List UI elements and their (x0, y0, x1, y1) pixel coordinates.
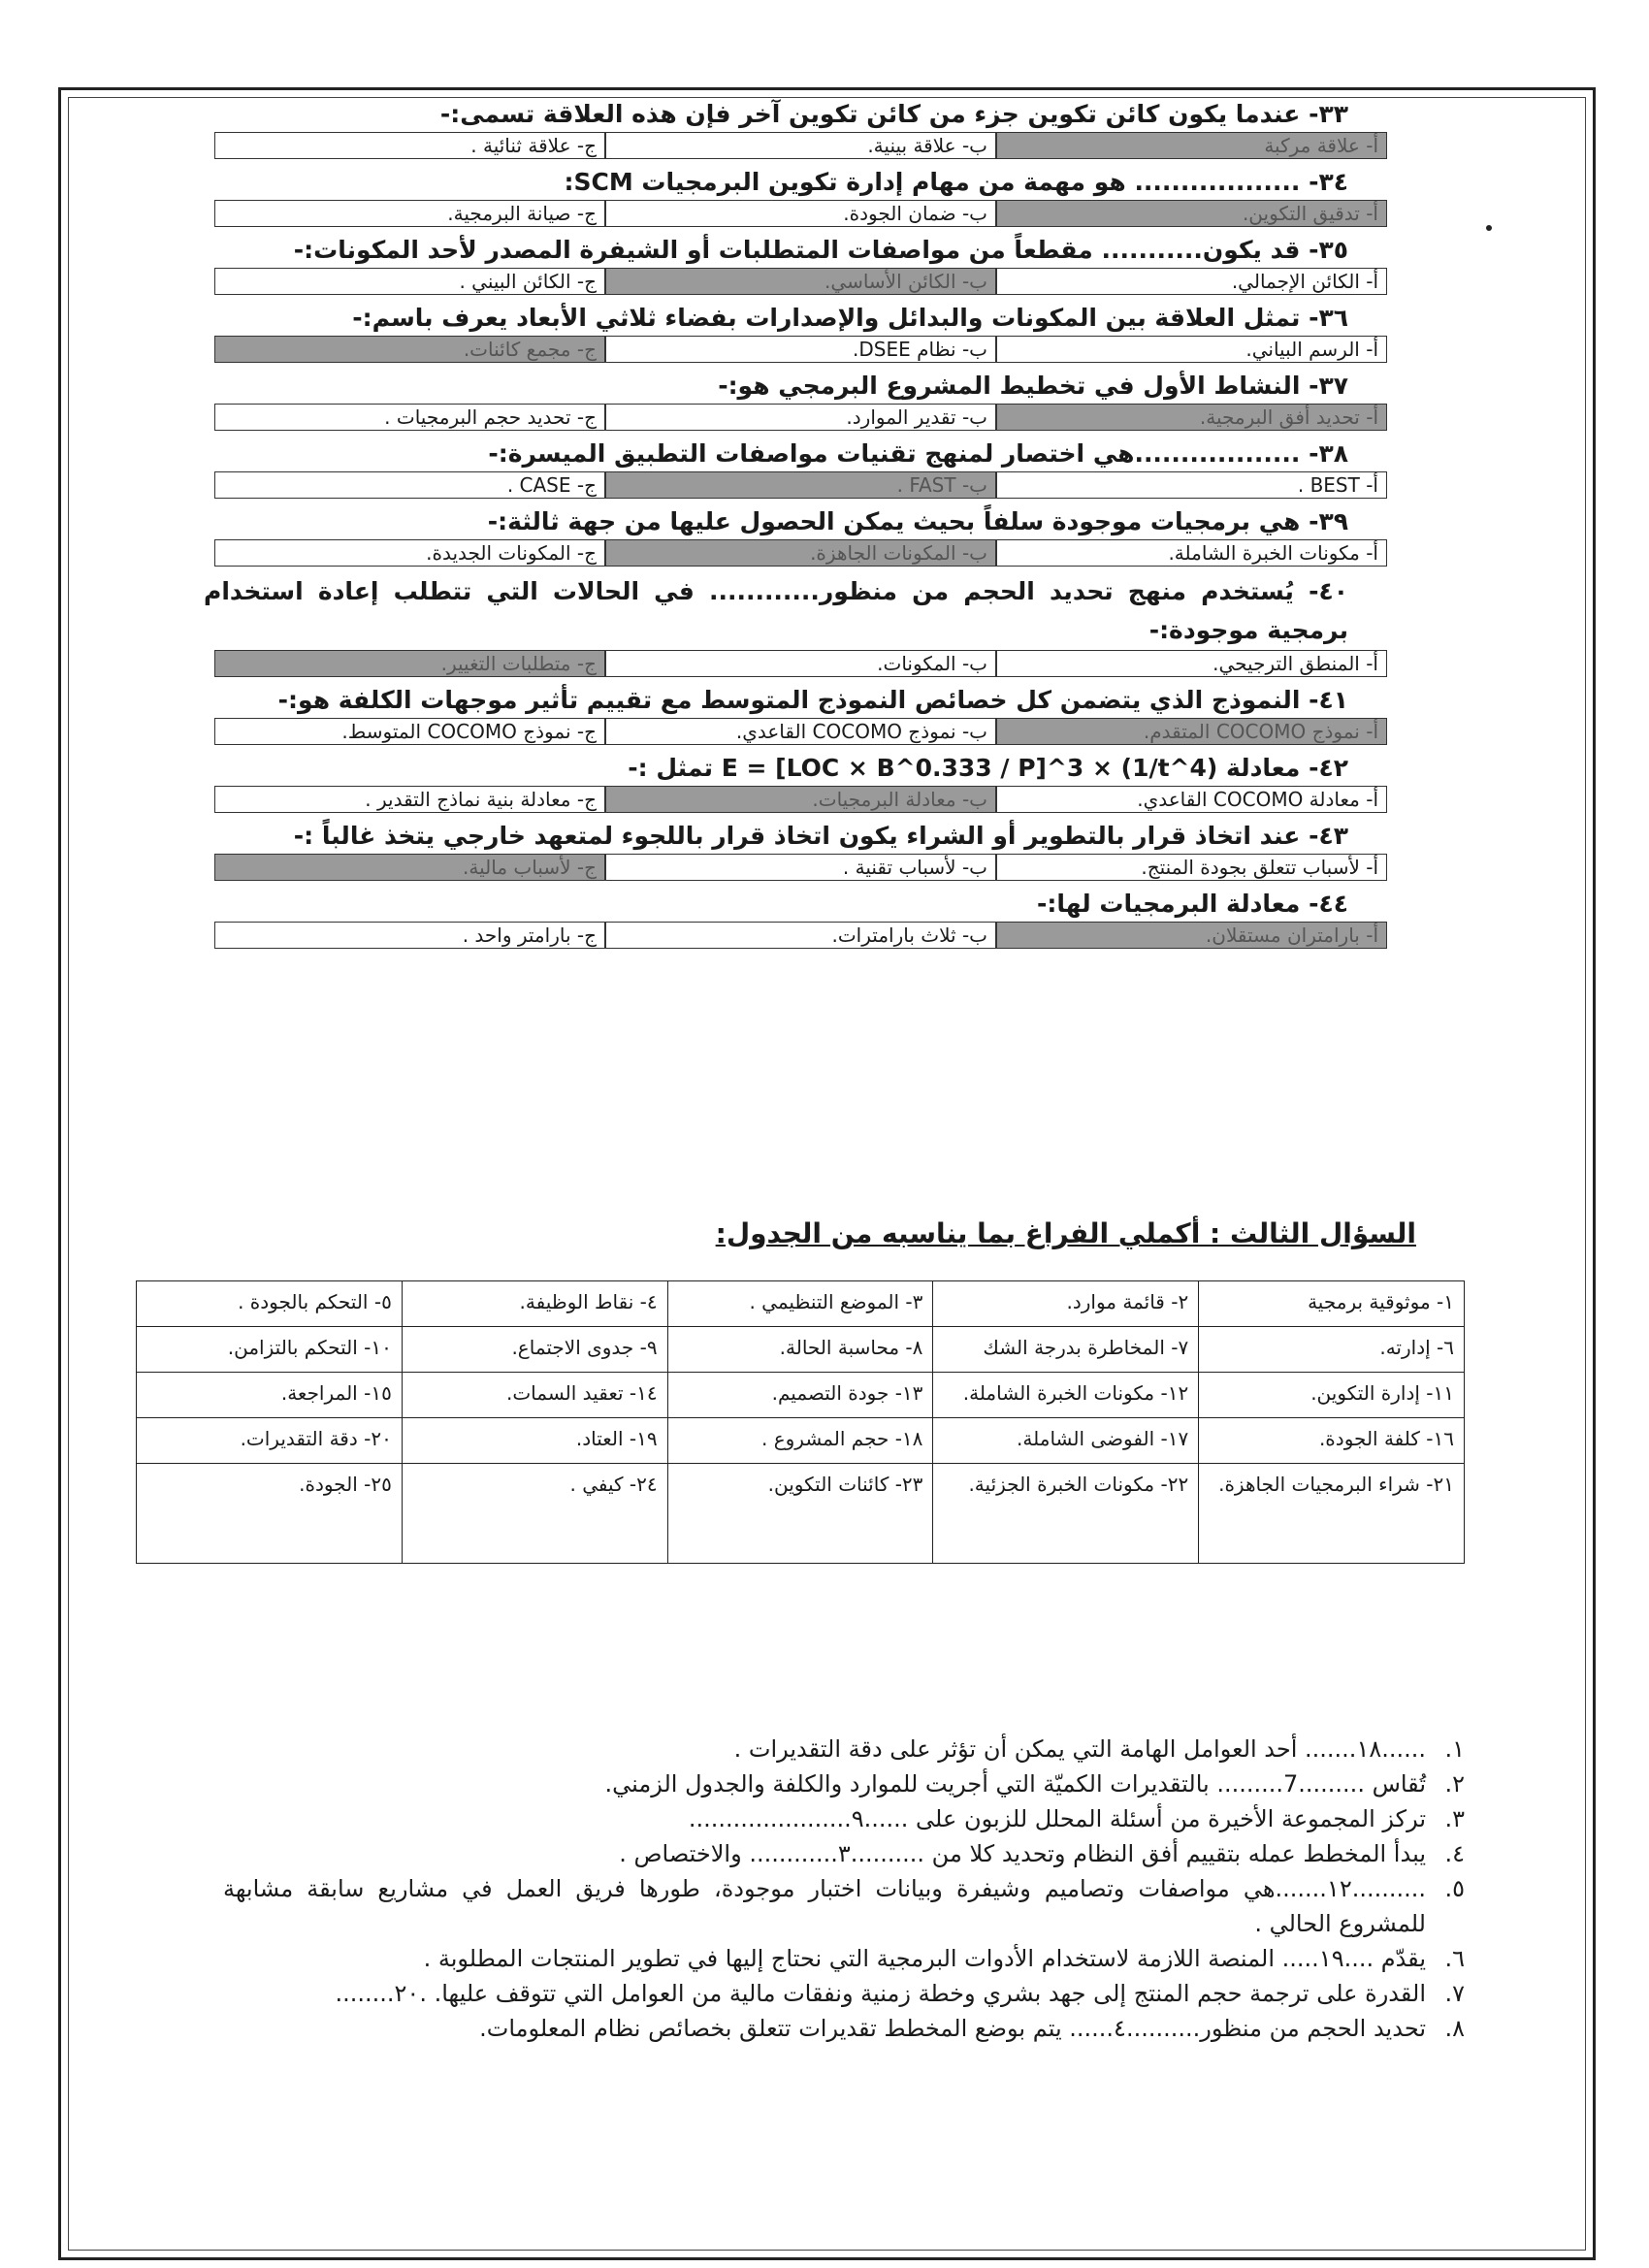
options-row (213, 650, 1387, 677)
option-b: ب- FAST . (605, 471, 996, 499)
question-40 (204, 572, 1387, 677)
item-text: ......١٨....... أحد العوامل الهامة التي يمكن أن تؤثر على دقة التقديرات . (733, 1735, 1426, 1763)
question-stem: ٣٨- ..................هي اختصار لمنهج تقنيات مواصفات التطبيق الميسرة:- (488, 439, 1348, 468)
item-number: ٢. (1444, 1770, 1465, 1798)
option-b: ب- لأسباب تقنية . (605, 854, 996, 881)
table-cell: ١٧- الفوضى الشاملة. (933, 1418, 1199, 1464)
question-stem: ٤١- النموذج الذي يتضمن كل خصائص النموذج المتوسط مع تقييم تأثير موجهات الكلفة هو:- (277, 686, 1348, 714)
options-row (213, 922, 1387, 949)
mcq-section (204, 97, 1387, 949)
table-cell: ٣- الموضع التنظيمي . (667, 1281, 933, 1327)
option-b: ب- علاقة بينية. (605, 132, 996, 159)
options-row (213, 854, 1387, 881)
question-44 (204, 887, 1387, 949)
table-cell: ١١- إدارة التكوين. (1199, 1373, 1465, 1418)
table-row (137, 1281, 1465, 1327)
option-c: ج- لأسباب مالية. (214, 854, 605, 881)
table-row (137, 1418, 1465, 1464)
options-row (213, 336, 1387, 363)
option-a: أ- المنطق الترجيحي. (996, 650, 1387, 677)
option-a: أ- معادلة COCOMO القاعدي. (996, 786, 1387, 813)
question-38 (204, 437, 1387, 499)
item-text: تُقاس .........7......... بالتقديرات الكميّة التي أجريت للموارد والكلفة والجدول الزمني. (604, 1770, 1426, 1798)
option-c: ج- تحديد حجم البرمجيات . (214, 404, 605, 431)
list-item (223, 1801, 1465, 1836)
option-a: أ- BEST . (996, 471, 1387, 499)
options-row (213, 404, 1387, 431)
question-stem: ٣٣- عندما يكون كائن تكوين جزء من كائن تكوين آخر فإن هذه العلاقة تسمى:- (439, 100, 1348, 128)
item-number: ٥. (1444, 1875, 1465, 1902)
item-number: ٨. (1444, 2015, 1465, 2042)
table-cell: ٨- محاسبة الحالة. (667, 1327, 933, 1373)
question-stem: ٣٩- هي برمجيات موجودة سلفاً بحيث يمكن الحصول عليها من جهة ثالثة:- (487, 507, 1348, 535)
item-text: تركز المجموعة الأخيرة من أسئلة المحلل للزبون على ......٩...................... (688, 1805, 1426, 1832)
option-a: أ- الرسم البياني. (996, 336, 1387, 363)
list-item (223, 1871, 1465, 1941)
option-c: ج- نموذج COCOMO المتوسط. (214, 718, 605, 745)
option-c: ج- صيانة البرمجية. (214, 200, 605, 227)
options-row (213, 718, 1387, 745)
options-row (213, 786, 1387, 813)
item-text: يقدّم ....١٩..... المنصة اللازمة لاستخدام الأدوات البرمجية التي نحتاج إليها في تطوير المنتجات المطلوبة . (423, 1945, 1426, 1972)
options-row (213, 539, 1387, 567)
question-34 (204, 165, 1387, 227)
option-b: ب- ثلاث بارامترات. (605, 922, 996, 949)
option-a: أ- علاقة مركبة (996, 132, 1387, 159)
table-cell: ١٤- تعقيد السمات. (402, 1373, 667, 1418)
option-b: ب- نظام DSEE. (605, 336, 996, 363)
table-cell: ٢٢- مكونات الخبرة الجزئية. (933, 1464, 1199, 1564)
item-text: القدرة على ترجمة حجم المنتج إلى جهد بشري وخطة زمنية ونفقات مالية من العوامل التي تتوقف عليها. .٢٠........ (335, 1980, 1426, 2007)
option-b: ب- المكونات الجاهزة. (605, 539, 996, 567)
table-cell: ٥- التحكم بالجودة . (137, 1281, 403, 1327)
list-item (223, 1732, 1465, 1766)
table-cell: ٢٠- دقة التقديرات. (137, 1418, 403, 1464)
table-cell: ١٨- حجم المشروع . (667, 1418, 933, 1464)
question-stem: ٣٦- تمثل العلاقة بين المكونات والبدائل والإصدارات بفضاء ثلاثي الأبعاد يعرف باسم:- (352, 304, 1348, 332)
option-a: أ- تحديد أفق البرمجية. (996, 404, 1387, 431)
option-c: ج- المكونات الجديدة. (214, 539, 605, 567)
option-b: ب- ضمان الجودة. (605, 200, 996, 227)
option-a: أ- الكائن الإجمالي. (996, 268, 1387, 295)
option-a: أ- تدقيق التكوين. (996, 200, 1387, 227)
list-item (223, 1766, 1465, 1801)
table-cell: ٢٥- الجودة. (137, 1464, 403, 1564)
item-number: ٧. (1444, 1980, 1465, 2007)
list-item (223, 2011, 1465, 2046)
option-c: ج- CASE . (214, 471, 605, 499)
options-row (213, 200, 1387, 227)
table-cell: ٧- المخاطرة بدرجة الشك (933, 1327, 1199, 1373)
table-cell: ١٢- مكونات الخبرة الشاملة. (933, 1373, 1199, 1418)
table-cell: ٢٤- كيفي . (402, 1464, 667, 1564)
option-a: أ- مكونات الخبرة الشاملة. (996, 539, 1387, 567)
table-cell: ٢- قائمة موارد. (933, 1281, 1199, 1327)
options-row (213, 132, 1387, 159)
fill-in-list (223, 1732, 1465, 2046)
table-row (137, 1327, 1465, 1373)
margin-dot (1486, 225, 1492, 231)
question-stem: ٣٧- النشاط الأول في تخطيط المشروع البرمجي هو:- (718, 372, 1348, 400)
option-b: ب- الكائن الأساسي. (605, 268, 996, 295)
table-cell: ١- موثوقية برمجية (1199, 1281, 1465, 1327)
item-number: ٦. (1444, 1945, 1465, 1972)
question-41 (204, 683, 1387, 745)
question-43 (204, 819, 1387, 881)
table-cell: ١٥- المراجعة. (137, 1373, 403, 1418)
question-stem: ٤٣- عند اتخاذ قرار بالتطوير أو الشراء يكون اتخاذ قرار باللجوء لمتعهد خارجي يتخذ غالباً :- (293, 822, 1348, 850)
table-cell: ٦- إدارته. (1199, 1327, 1465, 1373)
question-stem: ٤٢- معادلة E = [LOC × B^0.333 / P]^3 × (1/t^4) تمثل :- (628, 754, 1348, 782)
item-number: ٣. (1444, 1805, 1465, 1832)
section-3-title: السؤال الثالث : أكملي الفراغ بما يناسبه من الجدول: (715, 1217, 1416, 1249)
question-stem: ٣٥- قد يكون........... مقطعاً من مواصفات المتطلبات أو الشيفرة المصدر لأحد المكونات:- (293, 236, 1348, 264)
table-cell: ٩- جدوى الاجتماع. (402, 1327, 667, 1373)
question-37 (204, 369, 1387, 431)
question-33 (204, 97, 1387, 159)
item-text: يبدأ المخطط عمله بتقييم أفق النظام وتحديد كلا من ..........٣............ والاختصاص . (619, 1840, 1426, 1867)
table-cell: ١٩- العتاد. (402, 1418, 667, 1464)
item-number: ١. (1444, 1735, 1465, 1763)
table-row (137, 1373, 1465, 1418)
option-a: أ- بارامتران مستقلان. (996, 922, 1387, 949)
list-item (223, 1941, 1465, 1976)
option-c: ج- مجمع كائنات. (214, 336, 605, 363)
table-cell: ٢٣- كائنات التكوين. (667, 1464, 933, 1564)
item-text: ..........١٢.......هي مواصفات وتصاميم وشيفرة وبيانات اختبار موجودة، طورها فريق العمل في مشاريع سابقة مشابهة للمشروع الحالي . (223, 1875, 1426, 1937)
option-c: ج- الكائن البيني . (214, 268, 605, 295)
question-stem: ٤٤- معادلة البرمجيات لها:- (1037, 890, 1348, 918)
table-cell: ٤- نقاط الوظيفة. (402, 1281, 667, 1327)
options-row (213, 268, 1387, 295)
question-stem: ٣٤- .................. هو مهمة من مهام إدارة تكوين البرمجيات SCM: (564, 168, 1348, 196)
option-b: ب- المكونات. (605, 650, 996, 677)
option-b: ب- تقدير الموارد. (605, 404, 996, 431)
option-c: ج- بارامتر واحد . (214, 922, 605, 949)
option-b: ب- نموذج COCOMO القاعدي. (605, 718, 996, 745)
list-item (223, 1836, 1465, 1871)
option-a: أ- نموذج COCOMO المتقدم. (996, 718, 1387, 745)
option-c: ج- متطلبات التغيير. (214, 650, 605, 677)
table-cell: ١٦- كلفة الجودة. (1199, 1418, 1465, 1464)
question-36 (204, 301, 1387, 363)
options-row (213, 471, 1387, 499)
list-item (223, 1976, 1465, 2011)
option-c: ج- علاقة ثنائية . (214, 132, 605, 159)
question-stem: ٤٠- يُستخدم منهج تحديد الحجم من منظور............ في الحالات التي تتطلب إعادة استخدام برمجية موجودة:- (204, 577, 1348, 644)
option-c: ج- معادلة بنية نماذج التقدير . (214, 786, 605, 813)
question-39 (204, 504, 1387, 567)
option-b: ب- معادلة البرمجيات. (605, 786, 996, 813)
answer-table (136, 1280, 1465, 1564)
question-42 (204, 751, 1387, 813)
item-text: تحديد الحجم من منظور..........٤...... يتم بوضع المخطط تقديرات تتعلق بخصائص نظام المعلومات. (479, 2015, 1426, 2042)
question-35 (204, 233, 1387, 295)
table-cell: ١٣- جودة التصميم. (667, 1373, 933, 1418)
table-cell: ٢١- شراء البرمجيات الجاهزة. (1199, 1464, 1465, 1564)
item-number: ٤. (1444, 1840, 1465, 1867)
table-cell: ١٠- التحكم بالتزامن. (137, 1327, 403, 1373)
option-a: أ- لأسباب تتعلق بجودة المنتج. (996, 854, 1387, 881)
table-row (137, 1464, 1465, 1564)
